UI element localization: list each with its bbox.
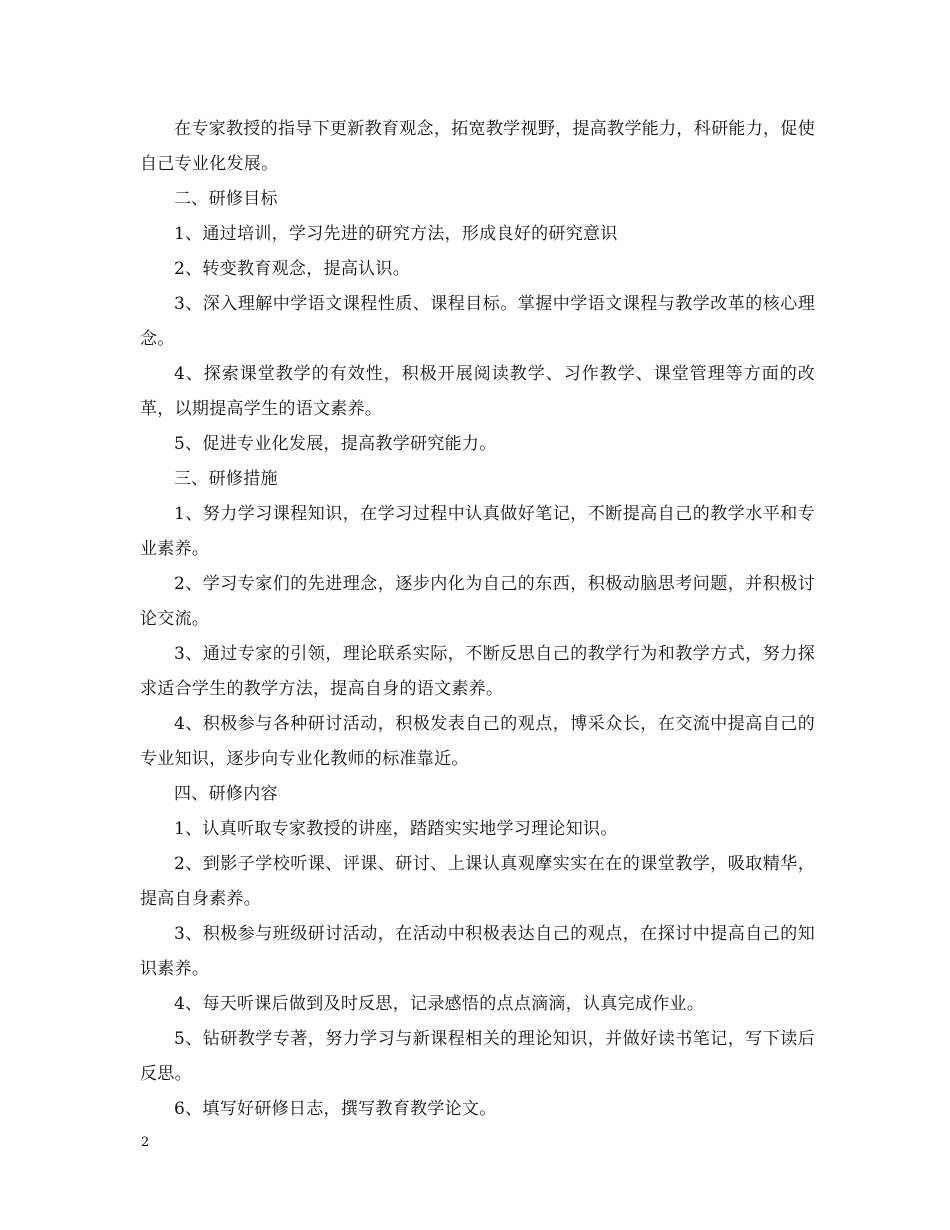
content-item-6: 6、填写好研修日志，撰写教育教学论文。 — [174, 1099, 497, 1119]
section-heading-goals: 二、研修目标 — [174, 189, 278, 209]
measure-item-2: 2、学习专家们的先进理念，逐步内化为自己的东西，积极动脑思考问题，并积极讨论交流。 — [140, 574, 815, 629]
measure-item-1: 1、努力学习课程知识，在学习过程中认真做好笔记，不断提高自己的教学水平和专业素养。 — [140, 504, 815, 559]
content-item-1: 1、认真听取专家教授的讲座，踏踏实实地学习理论知识。 — [174, 819, 618, 839]
goal-item-1: 1、通过培训，学习先进的研究方法，形成良好的研究意识 — [174, 224, 618, 244]
document-body — [140, 112, 815, 1127]
content-item-3: 3、积极参与班级研讨活动，在活动中积极表达自己的观点，在探讨中提高自己的知识素养。 — [140, 924, 815, 979]
measure-item-3: 3、通过专家的引领，理论联系实际，不断反思自己的教学行为和教学方式，努力探求适合学生的教学方法，提高自身的语文素养。 — [140, 644, 815, 699]
goal-item-4: 4、探索课堂教学的有效性，积极开展阅读教学、习作教学、课堂管理等方面的改革，以期提高学生的语文素养。 — [140, 364, 815, 419]
goal-item-5: 5、促进专业化发展，提高教学研究能力。 — [174, 434, 497, 454]
page-number: 2 — [141, 1135, 150, 1150]
content-item-4: 4、每天听课后做到及时反思，记录感悟的点点滴滴，认真完成作业。 — [174, 994, 705, 1014]
content-item-2: 2、到影子学校听课、评课、研讨、上课认真观摩实实在在的课堂教学，吸取精华，提高自身素养。 — [140, 854, 815, 909]
goal-item-3: 3、深入理解中学语文课程性质、课程目标。掌握中学语文课程与教学改革的核心理念。 — [140, 294, 815, 349]
goal-item-2: 2、转变教育观念，提高认识。 — [174, 259, 411, 279]
intro-paragraph: 在专家教授的指导下更新教育观念，拓宽教学视野，提高教学能力，科研能力，促使自己专业化发展。 — [140, 119, 815, 174]
measure-item-4: 4、积极参与各种研讨活动，积极发表自己的观点，博采众长，在交流中提高自己的专业知识，逐步向专业化教师的标准靠近。 — [140, 714, 815, 769]
section-heading-content: 四、研修内容 — [174, 784, 278, 804]
content-item-5: 5、钻研教学专著，努力学习与新课程相关的理论知识，并做好读书笔记，写下读后反思。 — [140, 1029, 815, 1084]
section-heading-measures: 三、研修措施 — [174, 469, 278, 489]
